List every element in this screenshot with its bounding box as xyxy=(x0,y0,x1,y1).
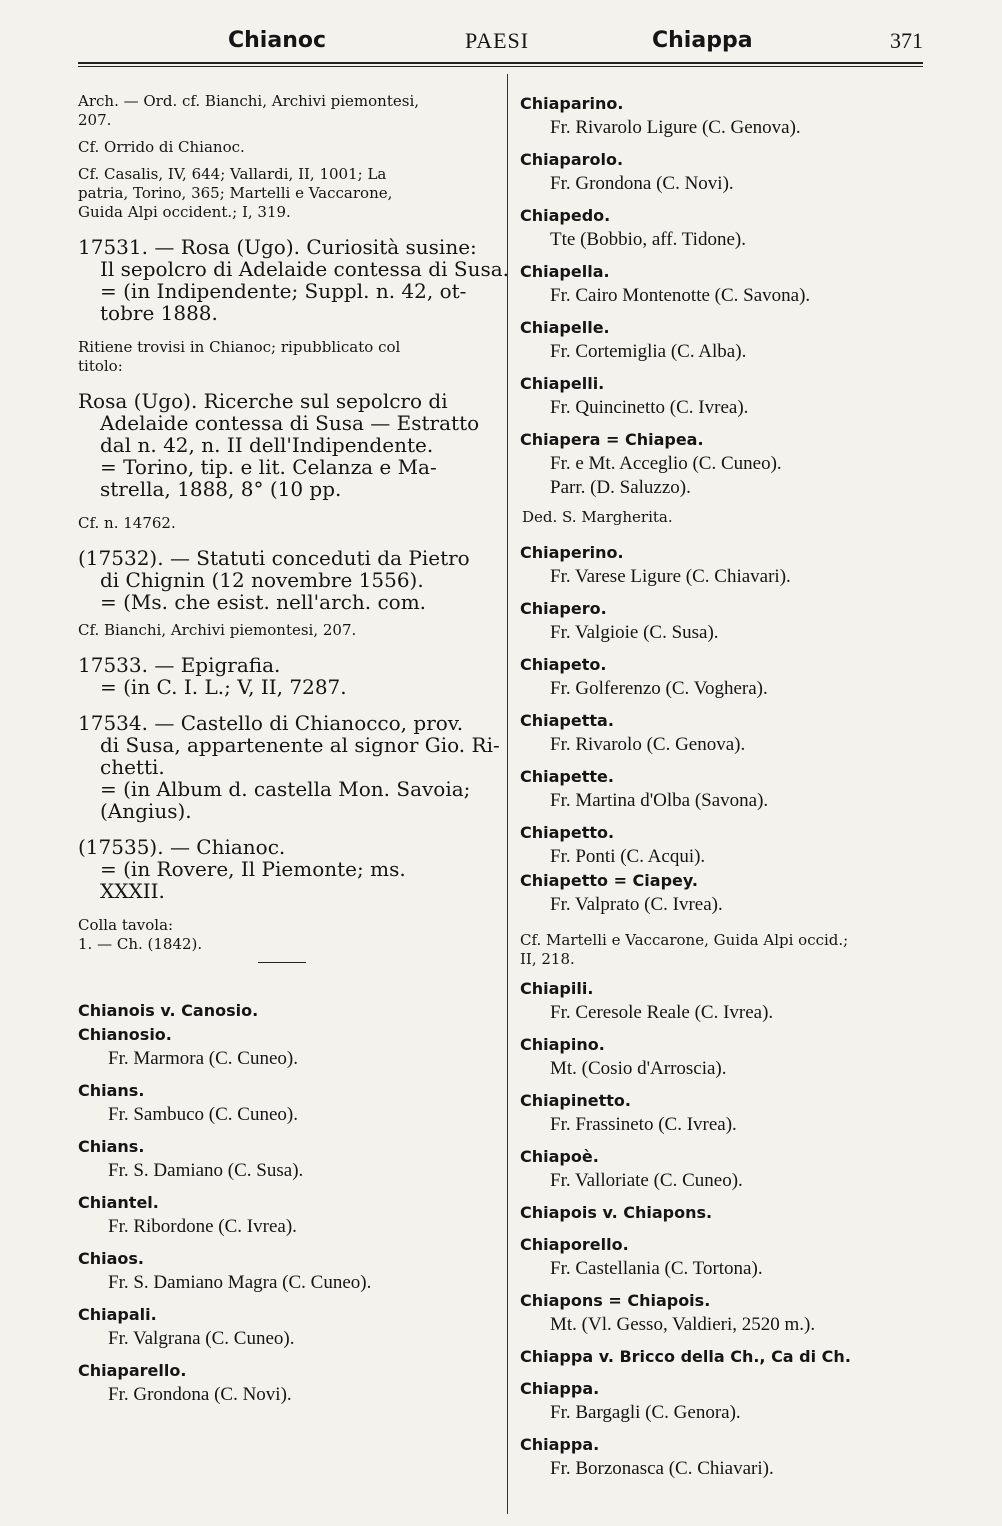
entry-heading: Chiaparolo. xyxy=(520,150,624,169)
entry-heading: Chiaos. xyxy=(78,1249,145,1268)
text-line: Cf. Martelli e Vaccarone, Guida Alpi occid.; xyxy=(520,931,849,949)
right-entry xyxy=(520,977,920,1025)
entry-location: Fr. Marmora (C. Cuneo). xyxy=(108,1048,298,1069)
entry-location: Fr. Valprato (C. Ivrea). xyxy=(550,894,723,915)
entry-heading: Chiapero. xyxy=(520,599,607,618)
entry-heading: Chiaparello. xyxy=(78,1361,187,1380)
entry-heading: Chianosio. xyxy=(78,1025,172,1044)
text-line: Ritiene trovisi in Chianoc; ripubblicato col xyxy=(78,338,401,356)
right-entry xyxy=(520,1089,920,1137)
text-line: 17531. — Rosa (Ugo). Curiosità susine: xyxy=(78,235,477,259)
archive-note xyxy=(78,92,498,130)
entry-17531 xyxy=(78,235,509,325)
left-entry xyxy=(78,1023,498,1071)
right-entry xyxy=(520,597,920,645)
text-line: (17532). — Statuti conceduti da Pietro xyxy=(78,546,470,570)
entry-heading: Chians. xyxy=(78,1137,145,1156)
entry-heading: Chiappa. xyxy=(520,1435,600,1454)
text-line: Rosa (Ugo). Ricerche sul sepolcro di xyxy=(78,389,448,413)
text-line: = (in Indipendente; Suppl. n. 42, ot- xyxy=(100,279,467,303)
entry-location: Fr. Grondona (C. Novi). xyxy=(108,1384,292,1405)
column-divider xyxy=(507,74,508,1514)
left-entry xyxy=(78,1135,498,1183)
left-entry xyxy=(78,1359,498,1407)
entry-location: Fr. Cortemiglia (C. Alba). xyxy=(550,341,747,362)
right-column xyxy=(520,92,920,1481)
entry-heading: Chiapelle. xyxy=(520,318,610,337)
entry-heading: Chiapois v. Chiapons. xyxy=(520,1203,713,1222)
entry-heading: Chiapino. xyxy=(520,1035,605,1054)
right-entry xyxy=(520,1033,920,1081)
entry-heading: Chiapali. xyxy=(78,1305,157,1324)
entry-heading: Chiappa v. Bricco della Ch., Ca di Ch. xyxy=(520,1347,851,1366)
text-line: = Torino, tip. e lit. Celanza e Ma- xyxy=(100,455,437,479)
entry-location: Fr. Castellania (C. Tortona). xyxy=(550,1258,763,1279)
entry-heading: Chiapette. xyxy=(520,767,614,786)
text-line: di Chignin (12 novembre 1556). xyxy=(100,568,424,592)
entry-17533 xyxy=(78,654,498,698)
entry-heading: Chiapera = Chiapea. xyxy=(520,430,704,449)
entry-rosa-reprint xyxy=(78,390,498,500)
right-entry xyxy=(520,765,920,813)
text-line: = (in Album d. castella Mon. Savoia; xyxy=(100,777,471,801)
left-entry xyxy=(78,1079,498,1127)
right-entry xyxy=(520,653,920,701)
right-entry xyxy=(520,92,920,140)
entry-location: Fr. Valgioie (C. Susa). xyxy=(550,622,719,643)
left-entry xyxy=(78,1247,498,1295)
text-line: patria, Torino, 365; Martelli e Vaccarone, xyxy=(78,184,393,202)
entry-location: Fr. Valgrana (C. Cuneo). xyxy=(108,1328,295,1349)
page-header xyxy=(78,24,923,60)
entry-location: Fr. Frassineto (C. Ivrea). xyxy=(550,1114,737,1135)
entry-location: Fr. Ceresole Reale (C. Ivrea). xyxy=(550,1002,774,1023)
entry-location: Fr. Rivarolo Ligure (C. Genova). xyxy=(550,117,801,138)
text-line: titolo: xyxy=(78,357,123,375)
entry-heading: Chiapetto. xyxy=(520,823,615,842)
text-line: 1. — Ch. (1842). xyxy=(78,935,203,953)
text-line: tobre 1888. xyxy=(100,301,218,325)
right-entry xyxy=(520,1345,920,1369)
text-line: (Angius). xyxy=(100,799,192,823)
entry-location: Fr. Sambuco (C. Cuneo). xyxy=(108,1104,298,1125)
right-entry xyxy=(520,1201,920,1225)
text-line: di Susa, appartenente al signor Gio. Ri- xyxy=(100,733,500,757)
right-entry xyxy=(520,869,920,917)
entry-location: Fr. S. Damiano Magra (C. Cuneo). xyxy=(108,1272,372,1293)
left-entry xyxy=(78,1303,498,1351)
entry-location: Fr. Martina d'Olba (Savona). xyxy=(550,790,769,811)
text-line: II, 218. xyxy=(520,950,575,968)
entry-heading: Chians. xyxy=(78,1081,145,1100)
left-entry xyxy=(78,1191,498,1239)
text-line: = (in C. I. L.; V, II, 7287. xyxy=(100,675,347,699)
entry-heading: Chiapons = Chiapois. xyxy=(520,1291,711,1310)
right-entry xyxy=(520,821,920,869)
entry-location: Fr. Cairo Montenotte (C. Savona). xyxy=(550,285,811,306)
right-entry xyxy=(520,709,920,757)
left-entry xyxy=(78,999,498,1023)
entry-heading: Chiapelli. xyxy=(520,374,605,393)
entry-heading: Chiaporello. xyxy=(520,1235,629,1254)
entry-heading: Chiaperino. xyxy=(520,543,624,562)
right-entry xyxy=(520,204,920,252)
bibliography-note xyxy=(520,931,920,969)
text-line: Arch. — Ord. cf. Bianchi, Archivi piemontesi, xyxy=(78,92,420,110)
entry-heading: Chiappa. xyxy=(520,1379,600,1398)
right-entry xyxy=(520,1145,920,1193)
right-entry xyxy=(520,316,920,364)
entry-heading: Chiapinetto. xyxy=(520,1091,631,1110)
right-entry xyxy=(520,1289,920,1337)
entry-heading: Chiapella. xyxy=(520,262,610,281)
entry-location: Fr. Quincinetto (C. Ivrea). xyxy=(550,397,749,418)
entry-17534 xyxy=(78,712,498,822)
entry-location: Fr. e Mt. Acceglio (C. Cuneo). xyxy=(550,453,782,474)
entry-location: Fr. S. Damiano (C. Susa). xyxy=(108,1160,304,1181)
page-number: 371 xyxy=(890,28,923,53)
entry-heading: Chiaparino. xyxy=(520,94,624,113)
entry-heading: Chiapetta. xyxy=(520,711,614,730)
entry-location: Fr. Varese Ligure (C. Chiavari). xyxy=(550,566,791,587)
right-entry xyxy=(520,541,920,589)
cross-reference: Cf. Orrido di Chianoc. xyxy=(78,138,245,156)
plate-note xyxy=(78,916,498,954)
entry-location: Fr. Bargagli (C. Genora). xyxy=(550,1402,741,1423)
text-line: (17535). — Chianoc. xyxy=(78,835,286,859)
bibliography-note xyxy=(78,165,498,222)
right-entry xyxy=(520,372,920,420)
entry-location: Fr. Golferenzo (C. Voghera). xyxy=(550,678,768,699)
note-ritiene xyxy=(78,338,498,376)
right-entry xyxy=(520,1233,920,1281)
right-entry xyxy=(520,1433,920,1481)
header-rule-thick xyxy=(78,62,923,64)
entry-heading: Chiapoè. xyxy=(520,1147,599,1166)
text-line: dal n. 42, n. II dell'Indipendente. xyxy=(100,433,434,457)
text-line: Adelaide contessa di Susa — Estratto xyxy=(100,411,480,435)
entry-heading: Chiapeto. xyxy=(520,655,607,674)
header-left-keyword: Chianoc xyxy=(228,28,327,53)
text-line: chetti. xyxy=(100,755,165,779)
entry-location: Fr. Borzonasca (C. Chiavari). xyxy=(550,1458,774,1479)
entry-heading: Chiapili. xyxy=(520,979,594,998)
entry-location: Fr. Valloriate (C. Cuneo). xyxy=(550,1170,743,1191)
text-line: XXXII. xyxy=(100,879,165,903)
right-entry xyxy=(520,428,920,500)
entry-location: Mt. (Vl. Gesso, Valdieri, 2520 m.). xyxy=(550,1314,816,1335)
entry-17535 xyxy=(78,836,498,902)
text-line: Guida Alpi occident.; I, 319. xyxy=(78,203,291,221)
text-line: Colla tavola: xyxy=(78,916,174,934)
text-line: Cf. Casalis, IV, 644; Vallardi, II, 1001; La xyxy=(78,165,387,183)
entry-17532 xyxy=(78,547,498,613)
right-entry xyxy=(520,260,920,308)
header-rule-thin xyxy=(78,66,923,67)
entry-heading: Chiapetto = Ciapey. xyxy=(520,871,698,890)
right-entry xyxy=(520,1377,920,1425)
cross-reference: Cf. Bianchi, Archivi piemontesi, 207. xyxy=(78,621,357,639)
entry-heading: Chiapedo. xyxy=(520,206,611,225)
text-line: = (Ms. che esist. nell'arch. com. xyxy=(100,590,427,614)
text-line: Il sepolcro di Adelaide contessa di Susa. xyxy=(100,257,509,281)
text-line: 17533. — Epigrafia. xyxy=(78,653,281,677)
entry-location: Fr. Ponti (C. Acqui). xyxy=(550,846,706,867)
cross-reference: Cf. n. 14762. xyxy=(78,514,176,532)
right-entry xyxy=(520,148,920,196)
entry-heading: Chiantel. xyxy=(78,1193,159,1212)
entry-heading: Chianois v. Canosio. xyxy=(78,1001,259,1020)
header-right-keyword: Chiappa xyxy=(652,28,753,53)
entry-location: Fr. Grondona (C. Novi). xyxy=(550,173,734,194)
dedication-note: Ded. S. Margherita. xyxy=(522,508,673,526)
entry-location: Fr. Rivarolo (C. Genova). xyxy=(550,734,746,755)
entry-location: Tte (Bobbio, aff. Tidone). xyxy=(550,229,746,250)
header-section: PAESI xyxy=(465,28,530,53)
text-line: = (in Rovere, Il Piemonte; ms. xyxy=(100,857,406,881)
entry-location: Fr. Ribordone (C. Ivrea). xyxy=(108,1216,297,1237)
entry-location: Parr. (D. Saluzzo). xyxy=(550,477,691,498)
text-line: 207. xyxy=(78,111,112,129)
entry-location: Mt. (Cosio d'Arroscia). xyxy=(550,1058,727,1079)
text-line: strella, 1888, 8° (10 pp. xyxy=(100,477,342,501)
text-line: 17534. — Castello di Chianocco, prov. xyxy=(78,711,464,735)
left-column xyxy=(78,92,509,1407)
